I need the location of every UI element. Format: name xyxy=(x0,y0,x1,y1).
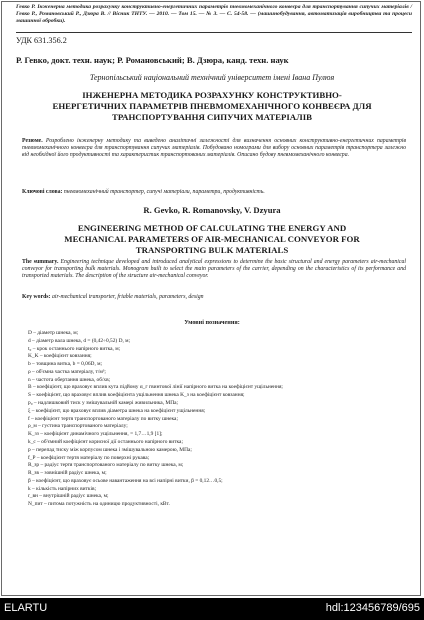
abstract-ukrainian-label: Резюме. xyxy=(22,138,43,144)
notation-item: d – діаметр вала шнека, d = (0,42÷0,52) D, м; xyxy=(28,337,131,344)
notation-item: D – діаметр шнека, м; xyxy=(28,330,79,336)
keywords-ukrainian-label: Ключові слова: xyxy=(22,189,63,195)
abstract-english-text: Engineering technique developed and introduced analytical expressions to determine the basic structural and energy parameters air-mechanical conveyor for transporting bulk materials. Monogram built to select the main parameters of the carrier, depending on the characteristics of its performance and transported materials. The description of the structure air-mechanical conveyor. xyxy=(22,259,407,280)
notation-item: k – кількість напірних витків; xyxy=(28,485,97,492)
notation-item: k_с – об'ємний коефіцієнт корисної дії останнього напірного витка; xyxy=(28,438,183,445)
notation-item: f – коефіцієнт тертя транспортованого матеріалу по витку шнека; xyxy=(28,415,178,422)
notation-item: K_зз – коефіцієнт динамічного ущільнення, = 1,7…1,9 [1]; xyxy=(28,431,163,438)
keywords-english-label: Key words: xyxy=(22,294,51,300)
institution-ukrainian: Тернопільський національний технічний університет імені Івана Пулюя xyxy=(89,73,335,82)
handle-link[interactable]: hdl:123456789/695 xyxy=(325,602,420,614)
notation-item: p – перепад тиску між корпусом шнека і змішувальною камерою, МПа; xyxy=(28,446,192,453)
notation-item: t₀ – крок останнього напірного витка, м; xyxy=(28,345,121,352)
notation-item: R_зр – радіус тертя транспортованого матеріалу по витку шнека, м; xyxy=(28,462,184,469)
notation-item: ξ – коефіцієнт, що враховує вплив діаметра шнека на коефіцієнт ущільнення; xyxy=(28,407,206,414)
keywords-english xyxy=(22,294,406,301)
abstract-ukrainian xyxy=(22,138,406,160)
notation-heading: Умовні позначення: xyxy=(184,319,240,326)
notation-item: S – коефіцієнт, що враховує вплив коефіцієнта ущільнення шнека K_з на коефіцієнт ковзання; xyxy=(28,392,245,399)
abstract-ukrainian-text: Розроблено інженерну методику та виведено аналітичні залежності для визначення основних конструктивно-енергетичних параметрів пневмомеханічного конвеєра для транспортування сипучих матеріалів. Побудовано номограми для вибору основних параметрів транспортера залежно від необхідної його продуктивності та характеристик транспортованих матеріалів. Описано будову пневмомеханічного конвеєра. xyxy=(22,138,406,159)
notation-item: N_пит – питома потужність на одиницю продуктивності, кВт. xyxy=(28,501,170,508)
notation-item: b – товщина витка, b = 0,06D, м; xyxy=(28,361,103,368)
keywords-ukrainian-text: пневмомеханічний транспортер, сипучі матеріали, параметри, продуктивність. xyxy=(63,189,265,195)
udk-code: УДК 631.356.2 xyxy=(16,36,67,45)
header-divider xyxy=(16,32,412,33)
authors-ukrainian: Р. Гевко, докт. техн. наук; Р. Романовський; В. Дзюра, канд. техн. наук xyxy=(16,55,289,65)
abstract-english-label: The summary. xyxy=(22,259,59,265)
keywords-ukrainian xyxy=(22,189,406,196)
notation-item: β – коефіцієнт, що враховує осьове навантаження на всі напірні витки, β = 0,12…0,5; xyxy=(28,477,223,484)
notation-item: n – частота обертання шнека, об/хв; xyxy=(28,376,111,383)
bibliographic-note: Гевко Р. Інженерна методика розрахунку конструктивно-енергетичних параметрів пневмомеханічного конвеєра для транспортування сипучих матеріалів / Гевко Р., Романовський Р., Дзюра В. // Вісник ТНТУ. — 2010. — Том 15. — № 3. — С. 54-58. — (машинобудування, автоматизація виробництва та процеси машинної обробки). xyxy=(16,4,412,24)
abstract-english xyxy=(22,259,406,281)
keywords-english-text: air-mechanical transporter, friable materials, parameters, design xyxy=(51,294,204,300)
title-ukrainian: ІНЖЕНЕРНА МЕТОДИКА РОЗРАХУНКУ КОНСТРУКТИВНО-ЕНЕРГЕТИЧНИХ ПАРАМЕТРІВ ПНЕВМОМЕХАНІЧНОГО КОНВЕЄРА ДЛЯ ТРАНСПОРТУВАННЯ СИПУЧИХ МАТЕРІАЛІВ xyxy=(52,90,372,122)
title-english: ENGINEERING METHOD OF CALCULATING THE ENERGY AND MECHANICAL PARAMETERS OF AIR-MECHANICAL CONVEYOR FOR TRANSPORTING BULK MATERIALS xyxy=(64,223,360,255)
authors-english: R. Gevko, R. Romanovsky, V. Dzyura xyxy=(143,205,281,215)
repository-footer-bar xyxy=(0,598,424,620)
notation-item: R_зв – зовнішній радіус шнека, м; xyxy=(28,470,107,477)
notation-item: K_K – коефіцієнт ковзання; xyxy=(28,353,92,360)
notation-item: p₀ – надлишковий тиск у змішувальній камері живильника, МПа; xyxy=(28,400,178,407)
notation-item: f_Р – коефіцієнт тертя матеріалу по поверхні рукава; xyxy=(28,454,150,461)
repository-name: ELARTU xyxy=(4,602,48,614)
notation-item: B – коефіцієнт, що враховує вплив кута підйому α_г гвинтової лінії напірного витка на коефіцієнт ущільнення; xyxy=(28,384,283,391)
notation-item: ρ – об'ємна частка матеріалу, т/м³; xyxy=(28,368,106,375)
notation-list xyxy=(28,330,398,509)
notation-item: r_вн – внутрішній радіус шнека, м; xyxy=(28,493,109,500)
notation-item: ρ_м – густина транспортованого матеріалу; xyxy=(28,423,128,430)
